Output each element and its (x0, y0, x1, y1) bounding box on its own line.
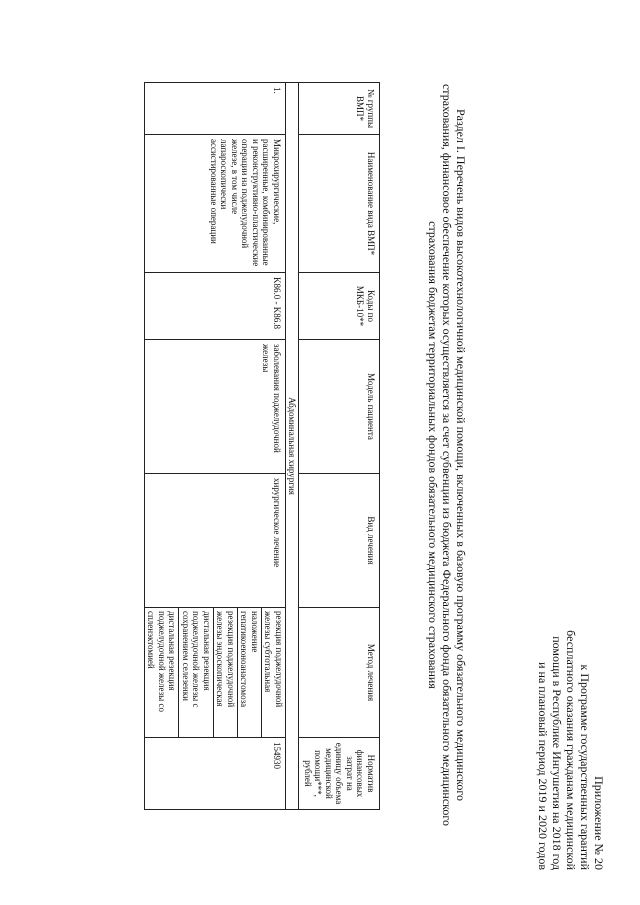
table-row (145, 83, 286, 810)
appendix-header (536, 520, 606, 870)
table-header-row (299, 83, 380, 810)
cell-patient-model: заболевания поджелудочной железы (145, 340, 286, 474)
cell-cost-norm: 154930 (145, 738, 286, 810)
cell-treatment-type: хирургическое лечение (145, 474, 286, 608)
treatment-method-item: наложение гепатикоеюноанастомоза (237, 608, 261, 737)
appendix-line: к Программе государственных гарантий (578, 664, 592, 870)
header-icd-codes: Коды по МКБ-10** (299, 273, 380, 340)
cell-icd-codes: K86.0 - K86.8 (145, 273, 286, 340)
header-group-number: № группы ВМП* (299, 83, 380, 135)
header-treatment-method: Метод лечения (299, 608, 380, 738)
header-cost-norm: Норматив финансовых затрат на единицу объема медицинской помощи***, рублей (299, 738, 380, 810)
treatment-method-item: дистальная резекция поджелудочной железы с сохранением селезенки (179, 608, 214, 737)
vmp-table (144, 82, 380, 810)
cell-treatment-methods (145, 608, 286, 738)
header-treatment-type: Вид лечения (299, 474, 380, 608)
appendix-line: бесплатного оказания гражданам медицинской (564, 630, 578, 870)
header-patient-model: Модель пациента (299, 340, 380, 474)
header-vmp-name: Наименование вида ВМП* (299, 135, 380, 273)
appendix-line: Приложение № 20 (592, 776, 606, 870)
appendix-line: помощи в Республике Ингушетия на 2018 год (550, 636, 564, 870)
treatment-method-item: дистальная резекция поджелудочной железы со спленэктомией (146, 611, 178, 712)
treatment-method-item: резекция поджелудочной железы эндоскопическая (213, 608, 237, 737)
cell-vmp-name: Микрохирургические, расширенные, комбинированные и реконструктивно-пластические операции на поджелудочной железе, в том числе лапароскопически ассистированные операции (145, 135, 286, 273)
appendix-line: и на плановый период 2019 и 2020 годов (536, 662, 550, 870)
section-divider-label: Абдоминальная хирургия (286, 83, 300, 810)
section-divider-row (286, 83, 300, 810)
cell-group-number: 1. (145, 83, 286, 135)
treatment-method-item: резекция поджелудочной железы субтотальная (261, 608, 285, 737)
section-title: Раздел I. Перечень видов высокотехнологичной медицинской помощи, включенных в базовую программу обязательного медицинского страхования, финансовое обеспечение которых осуществляется за счет субвенции из бюджета Федерального фонда обязательного медицинского страхования бюджетам территориальных фондов обязательного медицинского страхования (426, 83, 468, 827)
